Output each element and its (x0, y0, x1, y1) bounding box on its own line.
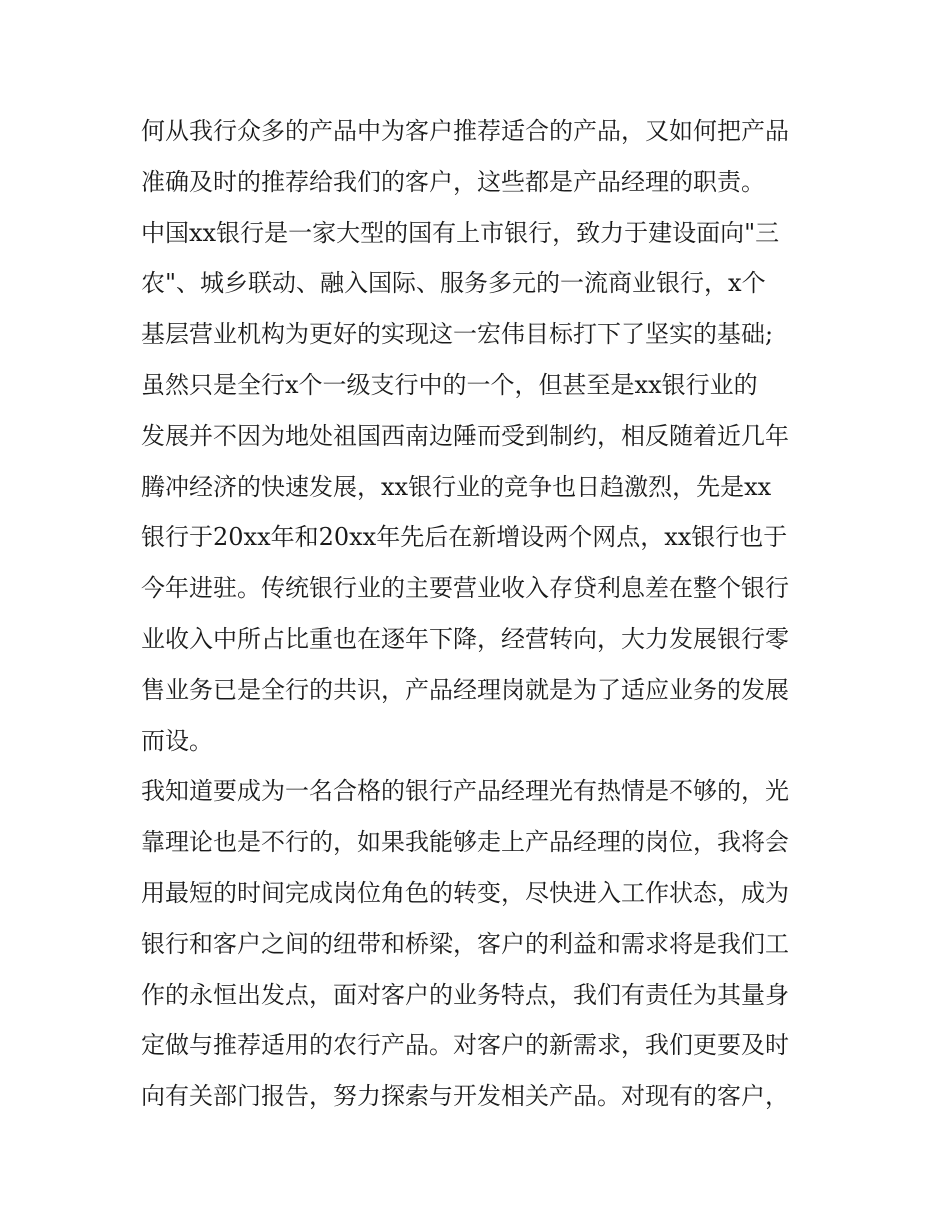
text-line: 靠理论也是不行的，如果我能够走上产品经理的岗位，我将会 (141, 828, 789, 857)
text-line: 何从我行众多的产品中为客户推荐适合的产品，又如何把产品 (141, 117, 789, 145)
text-line: 发展并不因为地处祖国西南边陲而受到制约，相反随着近几年 (141, 421, 789, 450)
text-line: 银行于20xx年和20xx年先后在新增设两个网点，xx银行也于 (141, 523, 788, 552)
text-line: 今年进驻。传统银行业的主要营业收入存贷利息差在整个银行 (141, 574, 789, 603)
text-line: 我知道要成为一名合格的银行产品经理光有热情是不够的，光 (141, 777, 789, 806)
text-line: 虽然只是全行x个一级支行中的一个，但甚至是xx银行业的 (141, 370, 758, 399)
text-line: 售业务已是全行的共识，产品经理岗就是为了适应业务的发展 (141, 675, 789, 704)
text-line: 腾冲经济的快速发展，xx银行业的竞争也日趋激烈，先是xx (141, 472, 772, 501)
text-line: 农"、城乡联动、融入国际、服务多元的一流商业银行，x个 (141, 269, 766, 298)
text-line: 定做与推荐适用的农行产品。对客户的新需求，我们更要及时 (141, 1031, 789, 1060)
text-line: 而设。 (141, 726, 213, 755)
text-line: 用最短的时间完成岗位角色的转变，尽快进入工作状态，成为 (141, 878, 789, 907)
text-line: 基层营业机构为更好的实现这一宏伟目标打下了坚实的基础; (141, 320, 774, 349)
body-text (141, 106, 821, 1122)
text-line: 准确及时的推荐给我们的客户，这些都是产品经理的职责。 (141, 167, 765, 196)
text-line: 作的永恒出发点，面对客户的业务特点，我们有责任为其量身 (141, 980, 789, 1009)
text-line: 中国xx银行是一家大型的国有上市银行，致力于建设面向"三 (141, 218, 780, 247)
text-line: 业收入中所占比重也在逐年下降，经营转向，大力发展银行零 (141, 624, 789, 653)
text-line: 向有关部门报告，努力探索与开发相关产品。对现有的客户， (141, 1082, 789, 1111)
text-line: 银行和客户之间的纽带和桥梁，客户的利益和需求将是我们工 (141, 929, 789, 958)
